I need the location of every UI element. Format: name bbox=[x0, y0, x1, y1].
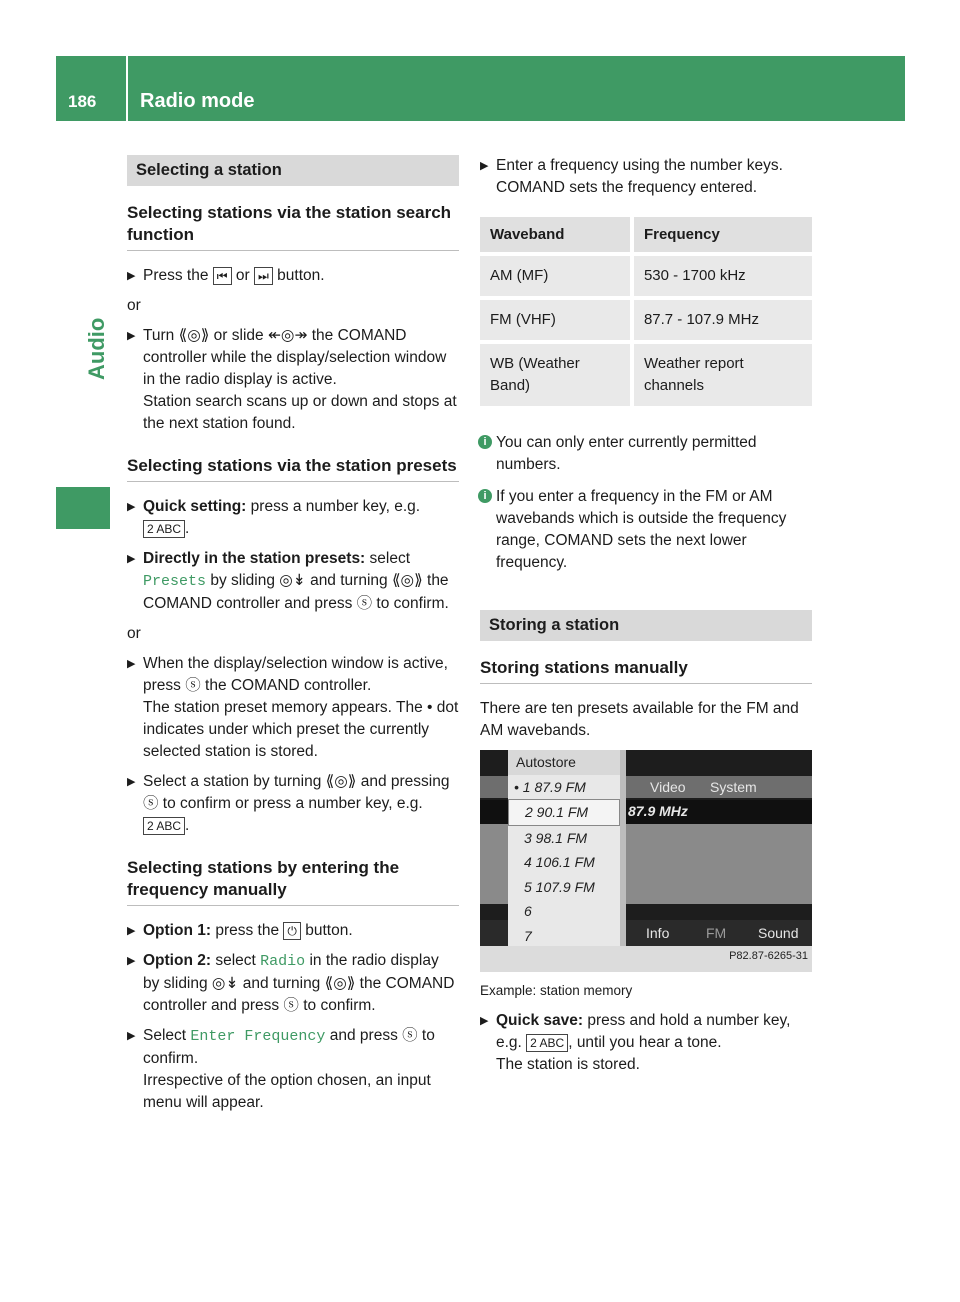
preset-row: 6 bbox=[524, 903, 532, 919]
station-memory-screenshot bbox=[480, 750, 812, 972]
preset-row: 5 107.9 FM bbox=[524, 878, 595, 895]
menu-item-enter-frequency: Enter Frequency bbox=[190, 1028, 326, 1045]
subheading: Storing stations manually bbox=[480, 657, 812, 684]
info-note: i You can only enter currently permitted numbers. bbox=[480, 432, 812, 476]
screen-label-sound: Sound bbox=[758, 925, 799, 941]
info-icon: i bbox=[478, 489, 492, 503]
table-row: AM (MF) 530 - 1700 kHz bbox=[480, 256, 812, 300]
instruction-step: ▶ Press the ⏮ or ⏭ button. bbox=[127, 265, 459, 287]
instruction-step: ▶ Option 2: select Radio in the radio display by sliding ◎↡ and turning ⟪◎⟫ the COMAND controller and press ⓢ to confirm. bbox=[127, 950, 459, 1017]
instruction-step: ▶ Select Enter Frequency and press ⓢ to confirm. Irrespective of the option chosen, an input menu will appear. bbox=[127, 1025, 459, 1114]
number-key-icon: 2 ABC bbox=[143, 817, 185, 835]
paragraph: There are ten presets available for the FM and AM wavebands. bbox=[480, 700, 799, 739]
section-title: Storing a station bbox=[480, 610, 812, 641]
instruction-step: ▶ Quick save: press and hold a number key, e.g. 2 ABC , until you hear a tone. The station is stored. bbox=[480, 1010, 812, 1076]
screen-frequency: 87.9 MHz bbox=[628, 803, 688, 819]
preset-scrollbar bbox=[620, 750, 626, 946]
menu-item-radio: Radio bbox=[260, 953, 306, 970]
menu-item-presets: Presets bbox=[143, 573, 207, 590]
preset-row: 4 106.1 FM bbox=[524, 854, 595, 870]
instruction-step: ▶ Enter a frequency using the number keys. COMAND sets the frequency entered. bbox=[480, 155, 812, 199]
table-row: WB (Weather Band) Weather report channels bbox=[480, 344, 812, 410]
number-key-icon: 2 ABC bbox=[143, 520, 185, 538]
instruction-step: ▶ Quick setting: press a number key, e.g. 2 ABC . bbox=[127, 496, 459, 540]
input-key-icon: ⏻ bbox=[283, 922, 301, 940]
screen-label-info: Info bbox=[646, 925, 670, 941]
subheading: Selecting stations via the station presets bbox=[127, 455, 459, 482]
instruction-step: ▶ Directly in the station presets: select Presets by sliding ◎↡ and turning ⟪◎⟫ the COMAND controller and press ⓢ to confirm. bbox=[127, 548, 459, 615]
screen-label-system: System bbox=[710, 779, 757, 795]
or-text: or bbox=[127, 625, 141, 642]
subheading: Selecting stations by entering the frequency manually bbox=[127, 857, 459, 906]
instruction-step: ▶ When the display/selection window is active, press ⓢ the COMAND controller. The station preset memory appears. The • dot indicates under which preset the currently selected station is stored. bbox=[127, 653, 459, 763]
section-title: Selecting a station bbox=[127, 155, 459, 186]
right-column bbox=[480, 155, 812, 1084]
instruction-step: ▶ Select a station by turning ⟪◎⟫ and pressing ⓢ to confirm or press a number key, e.g. 2 ABC . bbox=[127, 771, 459, 837]
number-key-icon: 2 ABC bbox=[526, 1034, 568, 1052]
preset-row: 2 90.1 FM bbox=[508, 799, 620, 826]
header-divider bbox=[126, 56, 128, 121]
left-column bbox=[127, 155, 459, 1122]
preset-row: Autostore bbox=[508, 750, 620, 775]
info-note: i If you enter a frequency in the FM or AM wavebands which is outside the frequency range, COMAND sets the next lower frequency. bbox=[480, 486, 812, 574]
preset-list bbox=[508, 750, 620, 946]
frequency-table bbox=[480, 217, 812, 410]
page-number: 186 bbox=[68, 92, 97, 111]
side-tab-marker bbox=[56, 487, 110, 529]
table-row: FM (VHF) 87.7 - 107.9 MHz bbox=[480, 300, 812, 344]
page-title: Radio mode bbox=[140, 90, 255, 112]
side-tab-label: Audio bbox=[84, 317, 109, 380]
instruction-step: ▶ Turn ⟪◎⟫ or slide ↞◎↠ the COMAND controller while the display/selection window in the radio display is active. Station search scans up or down and stops at the next station found. bbox=[127, 325, 459, 435]
screen-label-fm: FM bbox=[706, 925, 727, 941]
table-header: Waveband bbox=[480, 217, 630, 256]
image-code: P82.87-6265-31 bbox=[729, 950, 808, 962]
screen-label-video: Video bbox=[650, 779, 686, 795]
preset-row: 7 bbox=[524, 927, 532, 944]
or-text: or bbox=[127, 297, 141, 314]
image-caption: Example: station memory bbox=[480, 983, 633, 998]
subheading: Selecting stations via the station search function bbox=[127, 202, 459, 251]
forward-key-icon: ⏭ bbox=[254, 267, 273, 285]
table-header: Frequency bbox=[630, 217, 812, 256]
preset-row: 3 98.1 FM bbox=[524, 829, 588, 846]
info-icon: i bbox=[478, 435, 492, 449]
instruction-step: ▶ Option 1: press the ⏻ button. bbox=[127, 920, 459, 942]
rewind-key-icon: ⏮ bbox=[213, 267, 232, 285]
preset-row: • 1 87.9 FM bbox=[514, 778, 586, 795]
